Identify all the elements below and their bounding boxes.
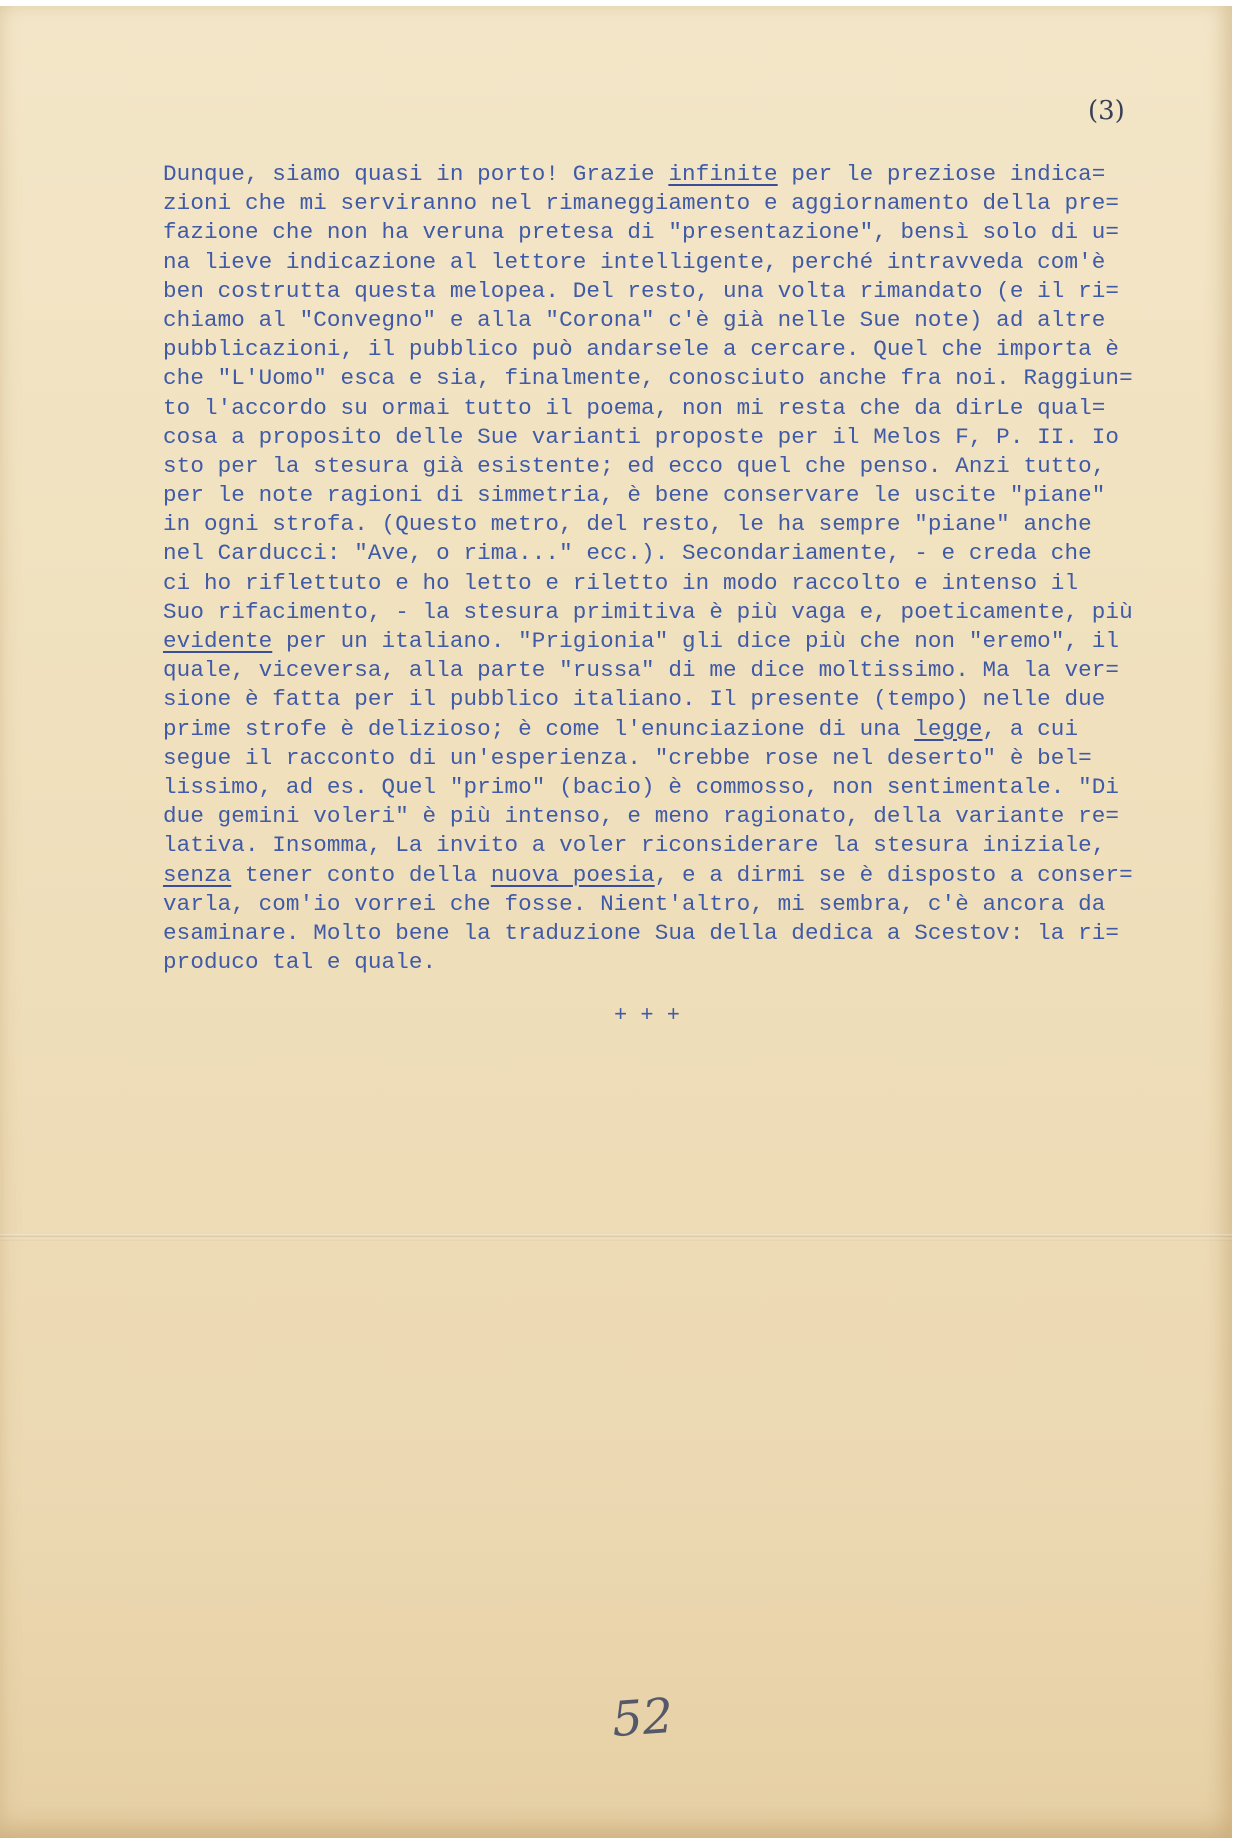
page-number: (3) bbox=[1088, 96, 1125, 126]
text-segment: to l'accordo su ormai tutto il poema, non mi resta che da dirLe qual= bbox=[163, 394, 1106, 421]
paper-fold-line bbox=[0, 1234, 1232, 1237]
text-line bbox=[163, 189, 1223, 218]
text-line bbox=[163, 335, 1223, 364]
text-line bbox=[163, 919, 1223, 948]
text-segment: sto per la stesura già esistente; ed ecco quel che penso. Anzi tutto, bbox=[163, 452, 1106, 479]
text-line bbox=[163, 948, 1223, 977]
text-segment: , e a dirmi se è disposto a conser= bbox=[654, 861, 1133, 888]
text-line bbox=[163, 510, 1223, 539]
text-segment: zioni che mi serviranno nel rimaneggiamento e aggiornamento della pre= bbox=[163, 190, 1120, 217]
text-segment: pubblicazioni, il pubblico può andarsele a cercare. Quel che importa è bbox=[163, 336, 1120, 363]
text-segment: Suo rifacimento, - la stesura primitiva è più vaga e, poeticamente, più bbox=[163, 598, 1133, 625]
text-line bbox=[163, 452, 1223, 481]
text-line bbox=[163, 539, 1223, 568]
letter-body bbox=[163, 160, 1223, 977]
text-line bbox=[163, 394, 1223, 423]
text-segment: nel Carducci: "Ave, o rima..." ecc.). Secondariamente, - e creda che bbox=[163, 540, 1092, 567]
underlined-word: legge bbox=[914, 715, 983, 742]
text-line bbox=[163, 802, 1223, 831]
underlined-word: senza bbox=[163, 861, 232, 888]
text-segment: quale, viceversa, alla parte "russa" di me dice moltissimo. Ma la ver= bbox=[163, 657, 1120, 684]
text-segment: cosa a proposito delle Sue varianti proposte per il Melos F, P. II. Io bbox=[163, 423, 1120, 450]
text-line bbox=[163, 160, 1223, 189]
text-line bbox=[163, 744, 1223, 773]
text-line bbox=[163, 627, 1223, 656]
text-line bbox=[163, 248, 1223, 277]
text-segment: ci ho riflettuto e ho letto e riletto in modo raccolto e intenso il bbox=[163, 569, 1079, 596]
text-line bbox=[163, 364, 1223, 393]
text-segment: in ogni strofa. (Questo metro, del resto, le ha sempre "piane" anche bbox=[163, 511, 1092, 538]
text-segment: prime strofe è delizioso; è come l'enunciazione di una bbox=[163, 715, 915, 742]
text-segment: produco tal e quale. bbox=[163, 949, 437, 976]
text-line bbox=[163, 715, 1223, 744]
text-segment: per le preziose indica= bbox=[777, 161, 1106, 187]
underlined-word: infinite bbox=[668, 161, 778, 187]
text-segment: chiamo al "Convegno" e alla "Corona" c'è già nelle Sue note) ad altre bbox=[163, 306, 1106, 333]
text-segment: esaminare. Molto bene la traduzione Sua della dedica a Scestov: la ri= bbox=[163, 919, 1120, 946]
text-segment: che "L'Uomo" esca e sia, finalmente, conosciuto anche fra noi. Raggiun= bbox=[163, 365, 1133, 392]
section-separator: + + + bbox=[614, 1003, 681, 1028]
text-line bbox=[163, 685, 1223, 714]
text-line bbox=[163, 890, 1223, 919]
text-line bbox=[163, 569, 1223, 598]
paper-fold-line bbox=[0, 1238, 1232, 1241]
text-segment: due gemini voleri" è più intenso, e meno ragionato, della variante re= bbox=[163, 803, 1120, 830]
text-line bbox=[163, 423, 1223, 452]
underlined-word: nuova poesia bbox=[490, 861, 655, 888]
text-segment: per le note ragioni di simmetria, è bene conservare le uscite "piane" bbox=[163, 482, 1106, 509]
text-segment: segue il racconto di un'esperienza. "crebbe rose nel deserto" è bel= bbox=[163, 744, 1092, 771]
text-line bbox=[163, 656, 1223, 685]
text-line bbox=[163, 773, 1223, 802]
handwritten-folio-number: 52 bbox=[610, 1687, 675, 1749]
text-line bbox=[163, 598, 1223, 627]
text-segment: ben costrutta questa melopea. Del resto, una volta rimandato (e il ri= bbox=[163, 277, 1120, 304]
text-segment: lativa. Insomma, La invito a voler riconsiderare la stesura iniziale, bbox=[163, 832, 1106, 859]
text-segment: Dunque, siamo quasi in porto! Grazie bbox=[163, 161, 669, 187]
text-line bbox=[163, 861, 1223, 890]
text-segment: na lieve indicazione al lettore intelligente, perché intravveda com'è bbox=[163, 248, 1106, 275]
text-segment: per un italiano. "Prigionia" gli dice più che non "eremo", il bbox=[272, 628, 1120, 654]
text-line bbox=[163, 306, 1223, 335]
text-line bbox=[163, 831, 1223, 860]
text-line bbox=[163, 481, 1223, 510]
text-segment: tener conto della bbox=[231, 861, 491, 888]
underlined-word: evidente bbox=[163, 628, 273, 654]
text-segment: lissimo, ad es. Quel "primo" (bacio) è commosso, non sentimentale. "Di bbox=[163, 773, 1120, 800]
text-segment: , a cui bbox=[982, 715, 1079, 742]
text-segment: sione è fatta per il pubblico italiano. Il presente (tempo) nelle due bbox=[163, 686, 1106, 713]
text-segment: fazione che non ha veruna pretesa di "presentazione", bensì solo di u= bbox=[163, 219, 1120, 246]
text-line bbox=[163, 218, 1223, 247]
text-line bbox=[163, 277, 1223, 306]
text-segment: varla, com'io vorrei che fosse. Nient'altro, mi sembra, c'è ancora da bbox=[163, 890, 1106, 917]
